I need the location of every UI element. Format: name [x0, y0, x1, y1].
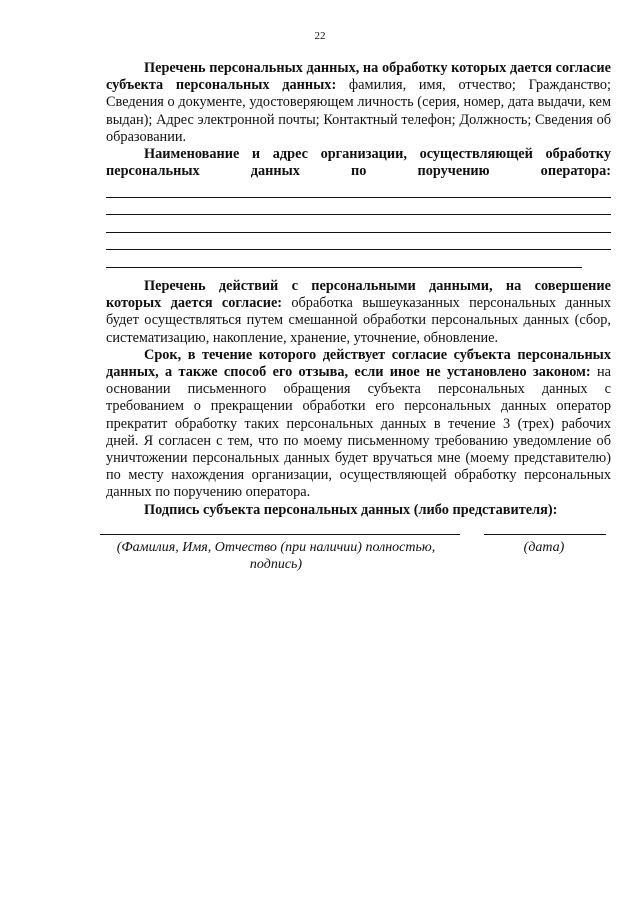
personal-data-list-paragraph [106, 60, 611, 146]
actions-paragraph [106, 278, 611, 347]
organization-blank-line-3[interactable] [106, 232, 611, 233]
actions-text: обработка вышеуказанных персональных данных будет осуществляться путем смешанной обработки персональных данных (сбор, систематизацию, накопление, хранение, уточнение, обновление. [106, 295, 611, 346]
actions-heading: Перечень действий с персональными данными, на совершение которых дается согласие: [106, 277, 611, 312]
signature-heading: Подпись субъекта персональных данных (либо представителя): [144, 501, 558, 518]
page-number: 22 [314, 30, 326, 42]
term-text: на основании письменного обращения субъекта персональных данных с требованием о прекращении обработки его персональных данных оператор прекратит обработку таких персональных данных в течение 3 (трех) рабочих дней. Я согласен с тем, что по моему письменному требованию уведомление об уничтожении персональных данных будет вручаться мне (моему представителю) по месту нахождения организации, осуществляющей обработку персональных данных по поручению оператора. [106, 363, 611, 501]
organization-blank-line-1[interactable] [106, 197, 611, 198]
organization-heading: Наименование и адрес организации, осуществляющей обработку персональных данных по поручению оператора: [106, 146, 611, 180]
personal-data-list-heading: Перечень персональных данных, на обработку которых дается согласие субъекта персональных данных: [106, 60, 611, 94]
organization-blank-line-4[interactable] [106, 249, 611, 250]
organization-blank-line-2[interactable] [106, 214, 611, 215]
signature-heading-paragraph [106, 502, 611, 519]
personal-data-list-text: фамилия, имя, отчество; Гражданство; Сведения о документе, удостоверяющем личность (серия, номер, дата выдачи, кем выдан); Адрес электронной почты; Контактный телефон; Должность; Сведения об образовании. [106, 77, 611, 145]
signature-name-line[interactable] [100, 534, 460, 535]
signature-date-caption: (дата) [523, 539, 565, 555]
document-body [106, 60, 611, 598]
term-heading: Срок, в течение которого действует согласие субъекта персональных данных, а также способ его отзыва, если иное не установлено законом: [106, 346, 611, 380]
signature-row [106, 534, 611, 598]
signature-date-line[interactable] [484, 534, 606, 535]
signature-name-caption: (Фамилия, Имя, Отчество (при наличии) полностью, подпись) [116, 539, 436, 572]
organization-heading-paragraph [106, 146, 611, 180]
term-paragraph [106, 347, 611, 502]
